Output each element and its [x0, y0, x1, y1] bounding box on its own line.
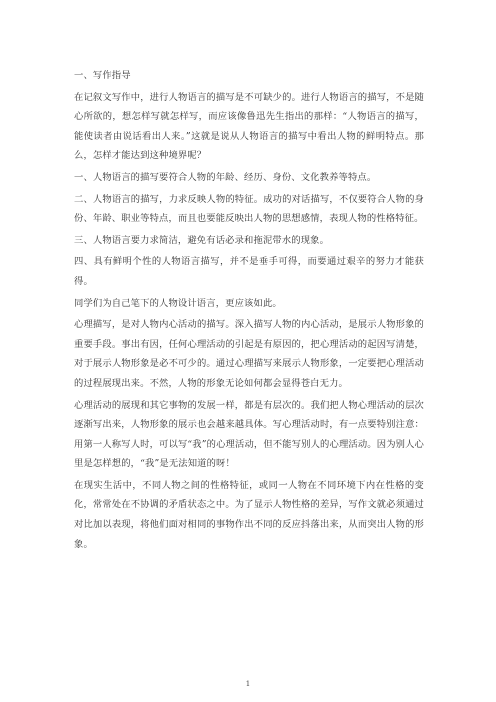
intro-paragraph: 在记叙文写作中，进行人物语言的描写是不可缺少的。进行人物语言的描写，不是随心所欲的，想怎样写就怎样写，而应该像鲁迅先生指出的那样：“人物语言的描写，能使读者由说话看出人来。”这就是说从人物语言的描写中看出人物的鲜明特点。那么，怎样才能达到这种境界呢？ — [74, 91, 424, 162]
point-one-paragraph: 一、人物语言的描写要符合人物的年龄、经历、身份、文化教养等特点。 — [74, 171, 377, 183]
document-body — [74, 66, 424, 556]
section-heading: 一、写作指导 — [74, 70, 131, 81]
students-note-paragraph: 同学们为自己笔下的人物设计语言，更应该如此。 — [74, 297, 282, 309]
contrast-paragraph: 在现实生活中，不同人物之间的性格特征，或同一人物在不同环境下内在性格的变化，常常处在不协调的矛盾状态之中。为了显示人物性格的差异，写作文就必须通过对比加以表现，将他们面对相同的事物作出不同的反应抖落出来，从而突出人物的形象。 — [74, 479, 424, 550]
point-two-paragraph: 二、人物语言的描写，力求反映人物的特征。成功的对话描写，不仅要符合人物的身份、年龄、职业等特点，而且也要能反映出人物的思想感情，表现人物的性格特征。 — [74, 193, 424, 225]
point-four-paragraph: 四、具有鲜明个性的人物语言描写，并不是垂手可得，而要通过艰辛的努力才能获得。 — [74, 256, 424, 287]
psychology-layers-paragraph: 心理活动的展现和其它事物的发展一样，都是有层次的。我们把人物心理活动的层次逐渐写出来，人物形象的展示也会越来越具体。写心理活动时，有一点要特别注意：用第一人称写人时，可以写“我”的心理活动，但不能写别人的心理活动。因为别人心里是怎样想的，“我”是无法知道的呀！ — [74, 399, 424, 470]
psychology-paragraph: 心理描写，是对人物内心活动的描写。深入描写人物的内心活动，是展示人物形象的重要手段。事出有因，任何心理活动的引起是有原因的，把心理活动的起因写清楚，对于展示人物形象是必不可少的。通过心理描写来展示人物形象，一定要把心理活动的过程展现出来。不然，人物的形象无论如何都会显得苍白无力。 — [74, 319, 424, 389]
page-number: 1 — [245, 680, 251, 688]
point-three-paragraph: 三、人物语言要力求简洁，避免有话必录和拖泥带水的现象。 — [74, 234, 330, 246]
